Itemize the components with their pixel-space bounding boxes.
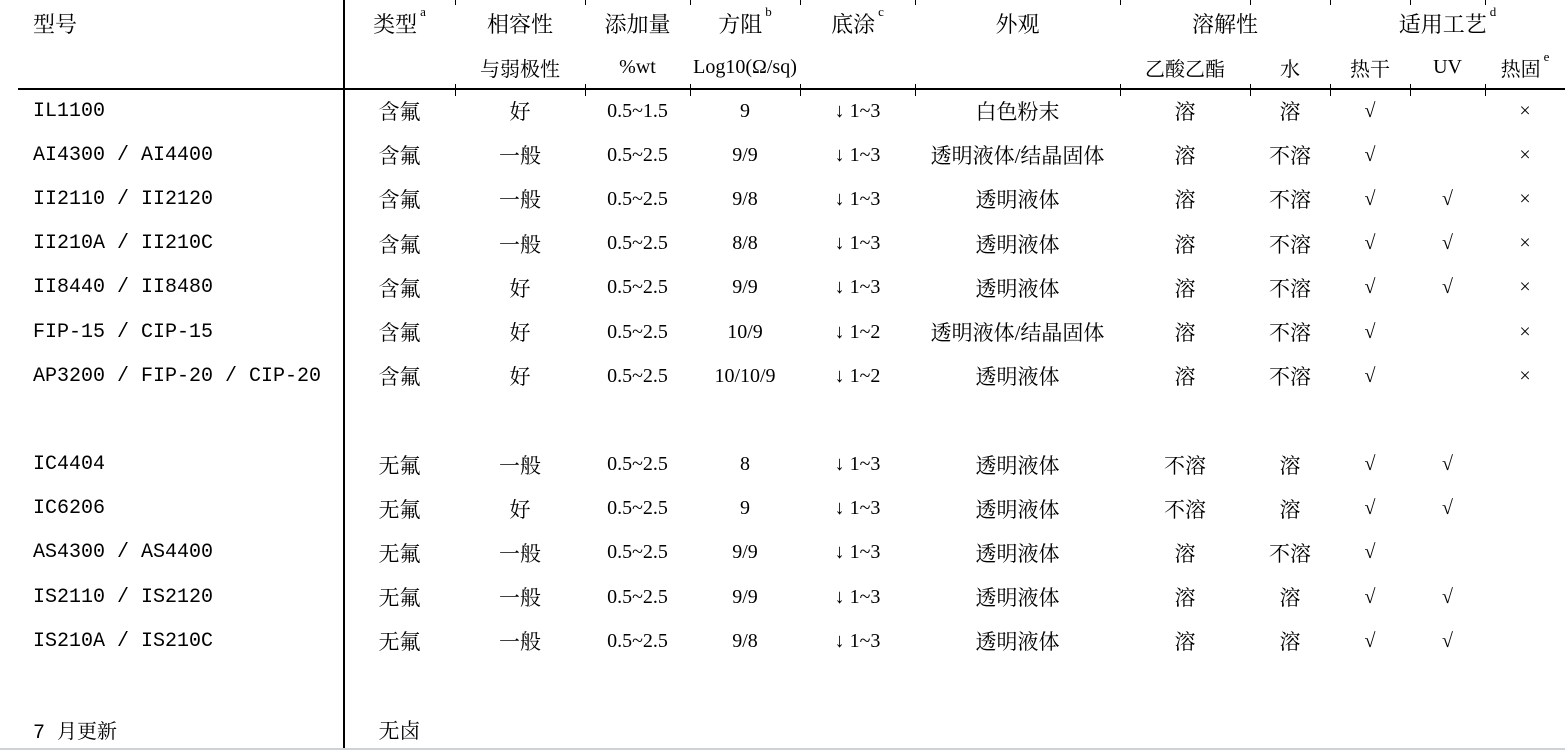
cell-sol-water: 溶 bbox=[1279, 497, 1301, 522]
cell-appearance: 透明液体 bbox=[975, 365, 1060, 390]
cell-primer: ↓ 1~2 bbox=[834, 364, 881, 387]
cell-dosage: 0.5~2.5 bbox=[607, 629, 668, 652]
cell-dosage: 0.5~2.5 bbox=[607, 364, 668, 387]
cell-res: 8/8 bbox=[732, 232, 758, 255]
cell-model: IC4404 bbox=[33, 453, 106, 477]
cell-sol-ea: 溶 bbox=[1174, 100, 1196, 125]
cell-type: 含氟 bbox=[378, 365, 421, 390]
table-row bbox=[0, 266, 1565, 310]
cell-appearance bbox=[915, 663, 1120, 707]
cell-sol-ea: 溶 bbox=[1174, 586, 1196, 611]
grid-tick bbox=[1250, 84, 1251, 96]
cell-sol-ea: 溶 bbox=[1174, 144, 1196, 169]
cell-compat bbox=[455, 398, 585, 442]
cell-uv bbox=[1410, 133, 1485, 177]
cell-thermoset: × bbox=[1519, 320, 1531, 343]
cell-compat: 好 bbox=[509, 276, 531, 301]
header-rule bbox=[18, 88, 1565, 90]
cell-compat: 好 bbox=[509, 497, 531, 522]
cell-dosage bbox=[585, 398, 690, 442]
cell-heat-dry: √ bbox=[1364, 232, 1376, 255]
cell-res: 9/9 bbox=[732, 541, 758, 564]
cell-compat: 一般 bbox=[499, 232, 541, 257]
col-header-primer: 底涂 $^c$ bbox=[831, 4, 884, 37]
cell-primer: ↓ 1~3 bbox=[834, 99, 881, 122]
cell-type: 含氟 bbox=[378, 276, 421, 301]
grid-tick bbox=[800, 84, 801, 96]
grid-tick bbox=[585, 0, 586, 5]
subheader-appearance-empty bbox=[915, 46, 1120, 89]
cell-primer: ↓ 1~3 bbox=[834, 276, 881, 299]
subheader-primer-empty bbox=[800, 46, 915, 89]
subheader-sheet-resistance: Log10(Ω/sq) bbox=[693, 56, 797, 78]
cell-thermoset: × bbox=[1519, 187, 1531, 210]
cell-uv bbox=[1410, 398, 1485, 442]
cell-sol-ea: 溶 bbox=[1174, 365, 1196, 390]
cell-sol-water: 不溶 bbox=[1269, 188, 1311, 213]
cell-compat: 好 bbox=[509, 365, 531, 390]
grid-tick bbox=[690, 84, 691, 96]
cell-dosage bbox=[585, 663, 690, 707]
cell-sol-ea: 溶 bbox=[1174, 321, 1196, 346]
grid-tick bbox=[1330, 84, 1331, 96]
cell-compat: 一般 bbox=[499, 188, 541, 213]
cell-model: AI4300 / AI4400 bbox=[33, 143, 214, 167]
cell-model: IC6206 bbox=[33, 497, 106, 521]
cell-model: FIP-15 / CIP-15 bbox=[33, 320, 214, 344]
cell-res: 9 bbox=[740, 497, 750, 520]
table-row bbox=[0, 619, 1565, 663]
cell-appearance: 透明液体/结晶固体 bbox=[930, 321, 1105, 346]
cell-sol-ea: 溶 bbox=[1174, 188, 1196, 213]
cell-model: 7 月更新 bbox=[33, 721, 118, 745]
cell-res: 9 bbox=[740, 99, 750, 122]
subheader-type-empty bbox=[344, 46, 455, 89]
cell-res: 9/8 bbox=[732, 629, 758, 652]
cell-compat: 一般 bbox=[499, 453, 541, 478]
grid-tick bbox=[800, 0, 801, 5]
cell-res: 9/8 bbox=[732, 187, 758, 210]
cell-sol-ea bbox=[1120, 708, 1250, 752]
grid-tick bbox=[1485, 84, 1486, 96]
cell-heat-dry: √ bbox=[1364, 143, 1376, 166]
cell-thermoset: × bbox=[1519, 232, 1531, 255]
cell-res bbox=[690, 708, 800, 752]
cell-primer: ↓ 1~3 bbox=[834, 143, 881, 166]
table-row bbox=[0, 487, 1565, 531]
cell-sol-water: 不溶 bbox=[1269, 144, 1311, 169]
cell-uv bbox=[1410, 663, 1485, 707]
cell-model: IS2110 / IS2120 bbox=[33, 585, 214, 609]
cell-type: 含氟 bbox=[378, 232, 421, 257]
footnote-b: b bbox=[765, 4, 772, 20]
table-header bbox=[0, 0, 1565, 89]
cell-uv bbox=[1410, 708, 1485, 752]
grid-tick bbox=[1120, 84, 1121, 96]
cell-uv: √ bbox=[1442, 232, 1453, 255]
grid-tick bbox=[1485, 0, 1486, 5]
cell-sol-ea: 溶 bbox=[1174, 232, 1196, 257]
cell-sol-water bbox=[1250, 398, 1330, 442]
cell-sol-water: 不溶 bbox=[1269, 232, 1311, 257]
cell-heat-dry bbox=[1330, 398, 1410, 442]
cell-heat-dry: √ bbox=[1364, 187, 1376, 210]
cell-res: 8 bbox=[740, 453, 750, 476]
cell-type: 含氟 bbox=[378, 321, 421, 346]
cell-thermoset: × bbox=[1519, 143, 1531, 166]
grid-tick bbox=[1410, 84, 1411, 96]
cell-sol-ea: 不溶 bbox=[1164, 453, 1206, 478]
cell-sol-water: 溶 bbox=[1279, 453, 1301, 478]
cell-thermoset bbox=[1485, 708, 1565, 752]
cell-heat-dry: √ bbox=[1364, 629, 1376, 652]
grid-tick bbox=[585, 84, 586, 96]
grid-tick bbox=[690, 0, 691, 5]
footnote-a: a bbox=[420, 4, 426, 20]
cell-dosage: 0.5~2.5 bbox=[607, 541, 668, 564]
cell-primer: ↓ 1~3 bbox=[834, 453, 881, 476]
cell-uv: √ bbox=[1442, 276, 1453, 299]
cell-appearance: 透明液体 bbox=[975, 541, 1060, 566]
cell-appearance: 透明液体 bbox=[975, 630, 1060, 655]
cell-primer: ↓ 1~3 bbox=[834, 497, 881, 520]
cell-primer bbox=[800, 398, 915, 442]
cell-thermoset bbox=[1485, 443, 1565, 487]
cell-dosage: 0.5~2.5 bbox=[607, 320, 668, 343]
cell-thermoset: × bbox=[1519, 276, 1531, 299]
cell-type: 含氟 bbox=[378, 100, 421, 125]
cell-uv: √ bbox=[1442, 453, 1453, 476]
cell-appearance: 透明液体 bbox=[975, 453, 1060, 478]
cell-model: AS4300 / AS4400 bbox=[33, 541, 214, 565]
cell-heat-dry: √ bbox=[1364, 320, 1376, 343]
cell-uv bbox=[1410, 310, 1485, 354]
cell-sol-water: 不溶 bbox=[1269, 365, 1311, 390]
cell-heat-dry bbox=[1330, 708, 1410, 752]
table-row bbox=[0, 663, 1565, 707]
cell-type: 无卤 bbox=[378, 718, 421, 743]
cell-res bbox=[690, 398, 800, 442]
col-header-model: 型号 bbox=[33, 11, 78, 37]
grid-tick bbox=[455, 0, 456, 5]
col-header-type: 类型 $^a$ bbox=[373, 4, 426, 37]
cell-type bbox=[344, 663, 455, 707]
cell-model: AP3200 / FIP-20 / CIP-20 bbox=[33, 364, 322, 388]
cell-primer: ↓ 1~3 bbox=[834, 585, 881, 608]
cell-res: 10/9 bbox=[727, 320, 763, 343]
cell-primer: ↓ 1~3 bbox=[834, 187, 881, 210]
cell-sol-water: 不溶 bbox=[1269, 321, 1311, 346]
subheader-ethyl-acetate: 乙酸乙酯 bbox=[1145, 59, 1225, 81]
table-row bbox=[0, 398, 1565, 442]
cell-compat: 一般 bbox=[499, 144, 541, 169]
cell-primer: ↓ 1~3 bbox=[834, 541, 881, 564]
table-row bbox=[0, 708, 1565, 752]
cell-dosage: 0.5~1.5 bbox=[607, 99, 668, 122]
cell-dosage: 0.5~2.5 bbox=[607, 453, 668, 476]
grid-tick bbox=[1120, 0, 1121, 5]
cell-compat: 一般 bbox=[499, 541, 541, 566]
cell-dosage: 0.5~2.5 bbox=[607, 143, 668, 166]
footnote-d: d bbox=[1489, 4, 1497, 20]
cell-sol-ea: 溶 bbox=[1174, 276, 1196, 301]
cell-thermoset bbox=[1485, 487, 1565, 531]
cell-thermoset: × bbox=[1519, 99, 1531, 122]
cell-res bbox=[690, 663, 800, 707]
cell-dosage: 0.5~2.5 bbox=[607, 187, 668, 210]
header-row-1 bbox=[0, 0, 1565, 46]
cell-type: 无氟 bbox=[378, 497, 421, 522]
col-header-compatibility: 相容性 bbox=[486, 11, 553, 37]
grid-tick bbox=[1410, 0, 1411, 5]
cell-res: 10/10/9 bbox=[714, 364, 776, 387]
cell-primer: ↓ 1~2 bbox=[834, 320, 881, 343]
col-header-solubility: 溶解性 bbox=[1192, 11, 1259, 37]
cell-sol-ea: 不溶 bbox=[1164, 497, 1206, 522]
cell-type: 含氟 bbox=[378, 144, 421, 169]
cell-appearance bbox=[915, 708, 1120, 752]
table-row bbox=[0, 222, 1565, 266]
cell-appearance: 透明液体 bbox=[975, 497, 1060, 522]
cell-type: 无氟 bbox=[378, 586, 421, 611]
cell-appearance bbox=[915, 398, 1120, 442]
cell-primer: ↓ 1~3 bbox=[834, 629, 881, 652]
cell-appearance: 透明液体 bbox=[975, 188, 1060, 213]
cell-dosage: 0.5~2.5 bbox=[607, 276, 668, 299]
subheader-model-empty bbox=[0, 46, 344, 89]
cell-type: 无氟 bbox=[378, 453, 421, 478]
cell-appearance: 透明液体 bbox=[975, 586, 1060, 611]
cell-sol-water: 不溶 bbox=[1269, 276, 1311, 301]
cell-type: 含氟 bbox=[378, 188, 421, 213]
header-row-2 bbox=[0, 46, 1565, 89]
cell-compat bbox=[455, 708, 585, 752]
cell-appearance: 透明液体 bbox=[975, 276, 1060, 301]
cell-thermoset bbox=[1485, 398, 1565, 442]
subheader-dosage: %wt bbox=[619, 56, 656, 78]
cell-dosage bbox=[585, 708, 690, 752]
grid-tick bbox=[915, 0, 916, 5]
subheader-heat-dry: 热干 bbox=[1350, 59, 1391, 81]
cell-thermoset bbox=[1485, 663, 1565, 707]
cell-res: 9/9 bbox=[732, 585, 758, 608]
col-header-dosage: 添加量 bbox=[604, 11, 671, 37]
table-row bbox=[0, 531, 1565, 575]
cell-uv bbox=[1410, 354, 1485, 398]
cell-uv: √ bbox=[1442, 497, 1453, 520]
cell-thermoset: × bbox=[1519, 364, 1531, 387]
cell-sol-ea bbox=[1120, 398, 1250, 442]
cell-sol-ea: 溶 bbox=[1174, 630, 1196, 655]
footnote-e: e bbox=[1543, 49, 1550, 65]
cell-uv: √ bbox=[1442, 585, 1453, 608]
cell-model: II210A / II210C bbox=[33, 232, 214, 256]
cell-compat: 好 bbox=[509, 321, 531, 346]
cell-dosage: 0.5~2.5 bbox=[607, 232, 668, 255]
table-body bbox=[0, 89, 1565, 752]
column-divider bbox=[343, 0, 345, 750]
cell-appearance: 白色粉末 bbox=[975, 100, 1060, 125]
cell-thermoset bbox=[1485, 575, 1565, 619]
cell-sol-water: 溶 bbox=[1279, 586, 1301, 611]
cell-type: 无氟 bbox=[378, 630, 421, 655]
table-row bbox=[0, 443, 1565, 487]
bottom-rule bbox=[0, 748, 1565, 750]
cell-uv bbox=[1410, 531, 1485, 575]
cell-sol-ea bbox=[1120, 663, 1250, 707]
cell-dosage: 0.5~2.5 bbox=[607, 497, 668, 520]
subheader-thermoset: 热固$^e$ bbox=[1500, 49, 1550, 81]
cell-appearance: 透明液体 bbox=[975, 232, 1060, 257]
cell-type: 无氟 bbox=[378, 541, 421, 566]
cell-type bbox=[344, 398, 455, 442]
cell-compat bbox=[455, 663, 585, 707]
cell-thermoset bbox=[1485, 531, 1565, 575]
cell-appearance: 透明液体/结晶固体 bbox=[930, 144, 1105, 169]
cell-model bbox=[0, 663, 344, 707]
cell-primer bbox=[800, 663, 915, 707]
table-row bbox=[0, 310, 1565, 354]
cell-compat: 一般 bbox=[499, 630, 541, 655]
table-row bbox=[0, 354, 1565, 398]
cell-compat: 好 bbox=[509, 100, 531, 125]
cell-heat-dry: √ bbox=[1364, 276, 1376, 299]
cell-heat-dry: √ bbox=[1364, 364, 1376, 387]
cell-sol-water: 溶 bbox=[1279, 630, 1301, 655]
cell-dosage: 0.5~2.5 bbox=[607, 585, 668, 608]
table-row bbox=[0, 575, 1565, 619]
cell-uv: √ bbox=[1442, 187, 1453, 210]
col-header-appearance: 外观 bbox=[995, 11, 1040, 37]
cell-uv: √ bbox=[1442, 629, 1453, 652]
cell-heat-dry: √ bbox=[1364, 497, 1376, 520]
cell-sol-ea: 溶 bbox=[1174, 541, 1196, 566]
grid-tick bbox=[915, 84, 916, 96]
footnote-c: c bbox=[878, 4, 884, 20]
cell-thermoset bbox=[1485, 619, 1565, 663]
grid-tick bbox=[1330, 0, 1331, 5]
cell-model: II8440 / II8480 bbox=[33, 276, 214, 300]
cell-heat-dry: √ bbox=[1364, 541, 1376, 564]
grid-tick bbox=[1250, 0, 1251, 5]
cell-heat-dry bbox=[1330, 663, 1410, 707]
subheader-water: 水 bbox=[1280, 59, 1300, 81]
cell-res: 9/9 bbox=[732, 276, 758, 299]
table-row bbox=[0, 177, 1565, 221]
cell-sol-water bbox=[1250, 708, 1330, 752]
cell-heat-dry: √ bbox=[1364, 99, 1376, 122]
grid-tick bbox=[455, 84, 456, 96]
cell-res: 9/9 bbox=[732, 143, 758, 166]
col-header-sheet-resistance: 方阻 $^b$ bbox=[718, 4, 772, 37]
subheader-compatibility: 与弱极性 bbox=[480, 59, 560, 81]
cell-uv bbox=[1410, 89, 1485, 133]
cell-model: IS210A / IS210C bbox=[33, 629, 214, 653]
subheader-uv: UV bbox=[1433, 56, 1462, 78]
cell-primer: ↓ 1~3 bbox=[834, 232, 881, 255]
cell-model: II2110 / II2120 bbox=[33, 187, 214, 211]
cell-sol-water bbox=[1250, 663, 1330, 707]
col-header-process: 适用工艺 $^d$ bbox=[1398, 4, 1497, 37]
cell-model bbox=[0, 398, 344, 442]
cell-sol-water: 不溶 bbox=[1269, 541, 1311, 566]
cell-sol-water: 溶 bbox=[1279, 100, 1301, 125]
table-row bbox=[0, 133, 1565, 177]
cell-model: IL1100 bbox=[33, 99, 106, 123]
cell-heat-dry: √ bbox=[1364, 585, 1376, 608]
cell-primer bbox=[800, 708, 915, 752]
cell-heat-dry: √ bbox=[1364, 453, 1376, 476]
cell-compat: 一般 bbox=[499, 586, 541, 611]
